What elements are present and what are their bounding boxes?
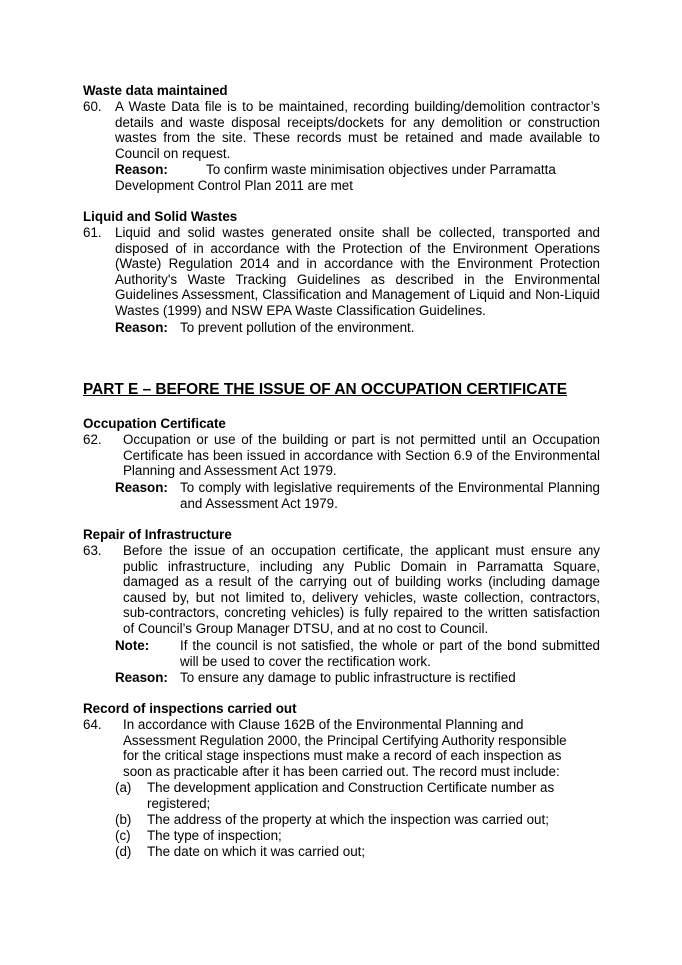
heading-repair-infrastructure: Repair of Infrastructure bbox=[83, 527, 232, 542]
condition-61-text: Liquid and solid wastes generated onsite shall be collected, transported and disposed of in accordance with the Protection of the Environment Operations (Waste) Regulation 2014 and in accordance with the Environment Protection Authority's Waste Tracking Guidelines as described in the Environmental Guidelines Assessment, Classification and Management of Liquid and Non-Liquid Wastes (1999) and NSW EPA Waste Classification Guidelines. bbox=[115, 225, 600, 318]
reason-label-62: Reason: bbox=[115, 480, 168, 495]
list-item-label: (d) bbox=[115, 844, 132, 859]
reason-label-61: Reason: bbox=[115, 320, 168, 335]
condition-64-text: In accordance with Clause 162B of the Environmental Planning and Assessment Regulation 2000, the Principal Certifying Authority responsible for the critical stage inspections must make a record of each inspection as soon as practicable after it has been carried out. The record must include: bbox=[123, 717, 567, 779]
condition-number-64: 64. bbox=[83, 717, 102, 732]
heading-waste-data: Waste data maintained bbox=[83, 83, 228, 98]
condition-60-text: A Waste Data file is to be maintained, recording building/demolition contractor’s details and waste disposal receipts/dockets for any demolition or construction wastes from the site. These records must be retained and made available to Council on request. bbox=[115, 99, 600, 161]
note-text-63: If the council is not satisfied, the whole or part of the bond submitted will be used to cover the rectification work. bbox=[180, 638, 600, 669]
condition-62-text: Occupation or use of the building or part is not permitted until an Occupation Certificate has been issued in accordance with Section 6.9 of the Environmental Planning and Assessment Act 1979. bbox=[123, 432, 600, 479]
list-item-text: The date on which it was carried out; bbox=[147, 844, 366, 859]
list-item-label: (c) bbox=[115, 828, 131, 843]
note-label-63: Note: bbox=[115, 638, 150, 653]
reason-label-60: Reason: bbox=[115, 162, 168, 177]
condition-number-62: 62. bbox=[83, 432, 102, 447]
reason-text-63: To ensure any damage to public infrastructure is rectified bbox=[180, 670, 516, 685]
reason-text-60: To confirm waste minimisation objectives under Parramatta Development Control Plan 2011 are met bbox=[115, 162, 556, 193]
heading-liquid-solid-wastes: Liquid and Solid Wastes bbox=[83, 209, 238, 224]
heading-record-inspections: Record of inspections carried out bbox=[83, 701, 297, 716]
list-item-text: The type of inspection; bbox=[147, 828, 282, 843]
reason-text-62: To comply with legislative requirements of the Environmental Planning and Assessment Act 1979. bbox=[180, 480, 600, 511]
reason-label-63: Reason: bbox=[115, 670, 168, 685]
part-e-heading: PART E – BEFORE THE ISSUE OF AN OCCUPATION CERTIFICATE bbox=[83, 381, 567, 398]
condition-63-text: Before the issue of an occupation certificate, the applicant must ensure any public infrastructure, including any Public Domain in Parramatta Square, damaged as a result of the carrying out of building works (including damage caused by, but not limited to, delivery vehicles, waste collection, contractors, sub-contractors, concreting vehicles) is fully repaired to the written satisfaction of Council’s Group Manager DTSU, and at no cost to Council. bbox=[123, 543, 600, 636]
reason-text-61: To prevent pollution of the environment. bbox=[180, 320, 415, 335]
list-item-text: The development application and Construction Certificate number as registered; bbox=[147, 780, 555, 811]
condition-number-63: 63. bbox=[83, 543, 102, 558]
list-item-label: (b) bbox=[115, 812, 132, 827]
list-item-text: The address of the property at which the inspection was carried out; bbox=[147, 812, 549, 827]
list-item-label: (a) bbox=[115, 780, 132, 795]
heading-occupation-certificate: Occupation Certificate bbox=[83, 416, 226, 431]
condition-number-61: 61. bbox=[83, 225, 102, 240]
condition-number-60: 60. bbox=[83, 99, 102, 114]
